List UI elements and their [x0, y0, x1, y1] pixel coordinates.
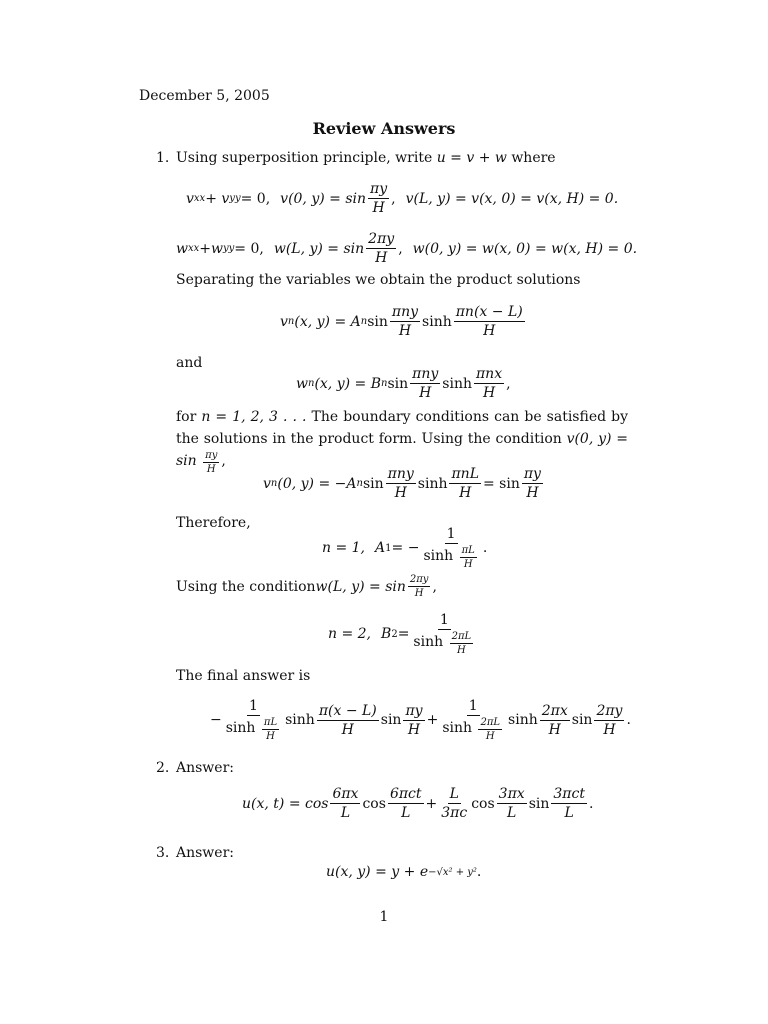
item-1-intro: Using superposition principle, write u = v + w where	[176, 150, 556, 166]
item-1-marker: 1.	[156, 150, 170, 166]
item-2-label: Answer:	[176, 760, 234, 776]
item-2-marker: 2.	[156, 760, 170, 776]
text-boundary-conditions: for n = 1, 2, 3 . . . The boundary conditions can be satisfied by the solutions in the product form. Using the condition v(0, y) = sin $\frac{\pi y}{H}$ ,	[176, 409, 628, 475]
equation-vn: v n (x, y) = A n sin $\frac{\text{πny}}{H}$ sinh $\frac{\pi n(x - L)}{H}$	[280, 304, 523, 339]
text-final-answer: The final answer is	[176, 668, 311, 684]
equation-wn: w n (x, y) = B n sin $\frac{\text{πny}}{H}$ sinh $\frac{\text{πnx}}{H}$ ,	[296, 366, 511, 401]
equation-w-problem: w xx +w yy = 0, w(L, y) = sin $\frac{2\pi y}{H}$ , w(0, y) = w(x, 0) = w(x, H) = 0.	[176, 231, 638, 266]
item-3-label: Answer:	[176, 845, 234, 861]
text-separating: Separating the variables we obtain the product solutions	[176, 272, 581, 288]
item-3-marker: 3.	[156, 845, 170, 861]
equation-b2: n = 2, B 2 = 1 sinh $\frac{2\pi L}{H}$	[328, 612, 472, 656]
equation-wave-answer: u(x, t) = cos $\frac{6\pi x}{L}$ cos $\frac{\text{6πct}}{L}$ + $\frac{L}{3\pi c}$ cos $\frac{3\pi x}{L}$ sin $\frac{\text{3πct}}{L}$ .	[242, 786, 594, 821]
text-and: and	[176, 355, 203, 371]
equation-vn-boundary: v n (0, y) = −A n sin $\frac{\text{πny}}{H}$ sinh $\frac{\text{πnL}}{H}$ = sin $\frac{\pi y}{H}$	[263, 466, 541, 501]
page-number: 1	[379, 909, 389, 925]
equation-final: − 1 sinh $\frac{\pi L}{H}$ sinh $\frac{\pi(x - L)}{H}$ sin $\frac{\pi y}{H}$ + 1 sinh $\frac{2\pi L}{H}$ sinh $\frac{2\pi x}{H}$ sin $\frac{2\pi y}{H}$ .	[210, 698, 631, 742]
equation-item-3-answer: u(x, y) = y + e −√x² + y² .	[326, 864, 482, 880]
page-title: Review Answers	[312, 119, 456, 138]
text-using-w: Using the condition w(L, y) = sin $\frac{2\pi y}{H}$ ,	[176, 574, 437, 599]
text-therefore: Therefore,	[176, 515, 251, 531]
date: December 5, 2005	[139, 88, 270, 104]
equation-a1: n = 1, A 1 = − 1 sinh $\frac{\pi L}{H}$ .	[322, 526, 488, 570]
equation-v-problem: v xx + v yy = 0, v(0, y) = sin $\frac{\pi y}{H}$ , v(L, y) = v(x, 0) = v(x, H) = 0.	[186, 181, 619, 216]
